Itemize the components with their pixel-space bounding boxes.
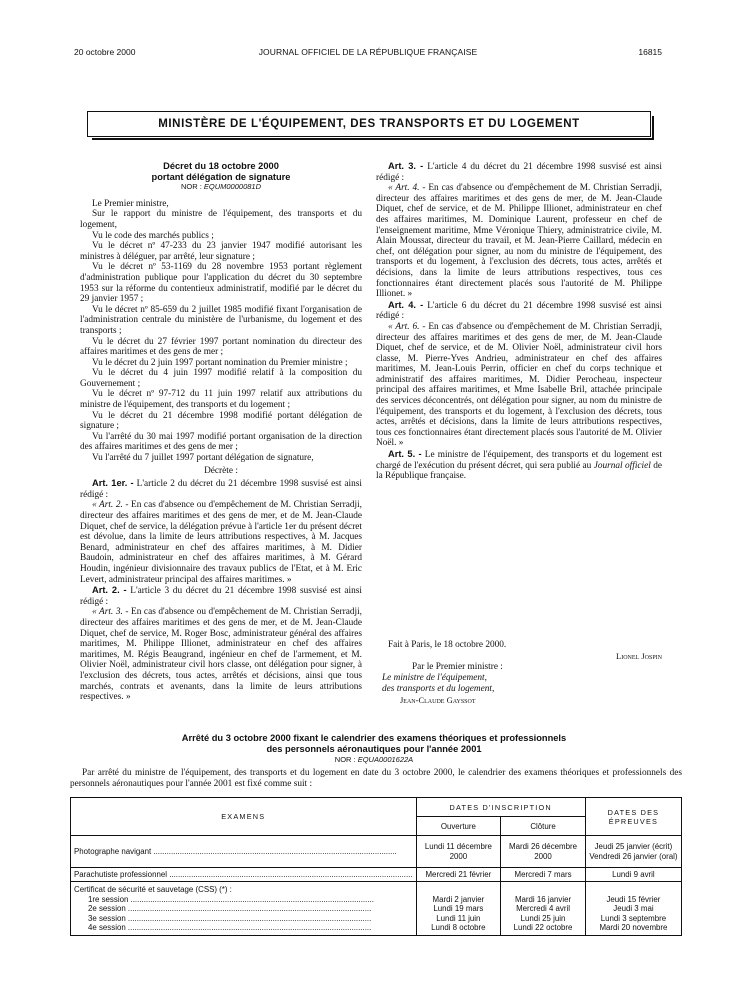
col-header-epreuves: DATES DES ÉPREUVES [585,798,681,836]
article-2 [80,585,362,607]
arrete-title-line2: des personnels aéronautiques pour l'année 2001 [266,744,482,754]
signature-block [376,640,662,706]
minister-title-line1: Le ministre de l'équipement, [382,673,487,683]
table-row [71,868,682,882]
epreuve-date: Mardi 20 novembre [599,923,668,932]
cloture-dates [501,882,586,936]
decree-paragraph: Vu le décret du 27 février 1997 portant nomination du directeur des affaires maritimes et des gens de mer ; [80,336,362,358]
article-3-quote-text: En cas d'absence ou d'empêchement de M. Christian Serradji, directeur des affaires maritimes et des gens de mer, de M. Jean-Claude Diquet, chef de service, et de M. Philippe Illionet, administrateur en chef des affaires maritimes, M. Dominique Laurent, professeur en chef de l'enseignement maritime, Mme Véronique Thiery, administratrice civile, M. Alain Moussat, directeur du travail, et M. Jean-Pierre Caillard, médecin en chef, ont délégation pour signer, au nom du ministre de l'équipement, des transports et du logement, à l'exclusion des décrets, tous actes, arrêtés et décisions, dans la limite de leurs attributions respectives, tous ces fonctionnaires étant directement placés sous l'autorité de M. Philippe Illionet. » [376,183,662,300]
decree-paragraph: Vu le décret nº 97-712 du 11 juin 1997 relatif aux attributions du ministre de l'équipement, des transports et du logement ; [80,389,362,411]
article-4-quote-label: « Art. 6. - [388,321,426,332]
decree-paragraph: Vu l'arrêté du 30 mai 1997 modifié portant organisation de la direction des affaires maritimes et des gens de mer ; [80,431,362,453]
article-1-quote-text: En cas d'absence ou d'empêchement de M. Christian Serradji, directeur des affaires maritimes et des gens de mer, et de M. Jean-Claude Diquet, chef de service, la délégation prévue à l'article 1er du présent décret est dévolue, dans la limite de leurs attributions respectives, à M. Jacques Benard, administrateur en chef des affaires maritimes, à M. Didier Baudoin, administrateur en chef des affaires maritimes, à M. Gérard Houdin, ingénieur divisionnaire des travaux publics de l'Etat, et à M. Eric Levert, administrateur principal des affaires maritimes. » [80,500,362,585]
epreuve-date: Jeudi 3 mai [613,904,654,913]
exam-name [71,882,417,936]
article-3-text: L'article 4 du décret du 21 décembre 1998 susvisé est ainsi rédigé : [376,162,662,183]
article-4-text: L'article 6 du décret du 21 décembre 1998 susvisé est ainsi rédigé : [376,300,662,322]
exam-name-text: Photographe navigant ..... [74,847,413,856]
arrete-title [60,733,688,755]
decree-paragraph: Vu le décret nº 53-1169 du 28 novembre 1953 portant règlement d'administration publique pour l'application du décret du 30 septembre 1953 sur la réforme du contentieux administratif, modifié par le décret du 29 janvier 1957 ; [80,262,362,305]
exam-calendar-table [70,797,682,936]
exam-name [71,836,417,868]
article-5-label: Art. 5. - [388,449,422,460]
article-5 [376,449,662,482]
article-4-quote [376,322,662,449]
exam-name-text: Parachutiste professionnel ..... [74,870,413,879]
signer-minister: Jean-Claude Gayssot [400,695,476,705]
exam-name [71,868,417,882]
cloture-date: Mardi 16 janvier [514,894,572,904]
ouverture-date: Lundi 8 octobre [431,923,486,932]
ministry-title: MINISTÈRE DE L'ÉQUIPEMENT, DES TRANSPORTS ET DU LOGEMENT [158,118,580,130]
cloture-date: Lundi 25 juin [520,913,566,923]
article-5-text-a: Le ministre de l'équipement, des transports et du logement est chargé de l'exécution du présent décret, qui sera publié au [376,450,662,471]
by-prime-minister: Par le Premier ministre : [412,662,503,672]
article-1-quote-label: « Art. 2. - [92,500,129,511]
decree-paragraph: Vu le décret du 21 décembre 1998 modifié portant délégation de signature ; [80,410,362,432]
decree-right-column [376,161,662,482]
epreuves-dates [585,836,681,868]
session-label: 4e session ..... [74,923,413,933]
article-1 [80,478,362,500]
article-1-quote [80,500,362,585]
decree-title-line1: Décret du 18 octobre 2000 [163,161,279,171]
col-header-ouverture: Ouverture [416,817,501,836]
arrete-title-line1: Arrêté du 3 octobre 2000 fixant le calendrier des examens théoriques et professionnels [181,733,567,743]
decree-paragraph: Sur le rapport du ministre de l'équipement, des transports et du logement, [80,209,362,230]
table-row [71,836,682,868]
decree-paragraph: Vu le décret du 2 juin 1997 portant nomination du Premier ministre ; [92,357,348,368]
signer-prime-minister: Lionel Jospin [616,651,662,661]
article-2-label: Art. 2. - [92,585,127,596]
article-4-label: Art. 4. - [388,299,424,310]
article-4-quote-text: En cas d'absence ou d'empêchement de M. Christian Serradji, directeur des affaires maritimes et des gens de mer, de M. Jean-Claude Diquet, chef de service, et de M. Olivier Noël, administrateur civil hors classe, M. Pierre-Yves Andrieu, administrateur en chef des affaires maritimes, M. Jean-Louis Perrin, officier en chef du corps technique et administratif des affaires maritimes, M. Didier Perocheau, inspecteur principal des affaires maritimes, et Mme Isabelle Bril, attachée principale des services déconcentrés, ont délégation pour signer, au nom du ministre de l'équipement, des transports et du logement, à l'exclusion des décrets, tous actes, arrêtés et décisions, dans la limite de leurs attributions respectives, tous ces fonctionnaires étant directement placés sous l'autorité de M. Olivier Noël. » [376,321,662,449]
decree-paragraph: Vu le code des marchés publics ; [92,230,214,241]
header-date: 20 octobre 2000 [74,47,136,57]
decree-paragraph: Vu l'arrêté du 7 juillet 1997 portant délégation de signature, [92,453,314,464]
cloture-date: Mercredi 7 mars [501,868,586,882]
epreuve-date: Jeudi 25 janvier (écrit) [594,842,673,851]
decree-paragraph: Vu le décret du 4 juin 1997 modifié relatif à la composition du Gouvernement ; [80,368,362,389]
article-2-text: L'article 3 du décret du 21 décembre 1998 susvisé est ainsi rédigé : [80,586,362,607]
journal-title: JOURNAL OFFICIEL DE LA RÉPUBLIQUE FRANÇAISE [258,47,478,57]
cloture-date: Mercredi 4 avril [516,904,570,913]
cloture-date: Lundi 22 octobre [513,923,573,932]
col-header-examens: EXAMENS [71,798,417,836]
minister-title-line2: des transports et du logement, [382,684,495,694]
article-5-text-b: de la République française. [376,460,663,482]
place-date: Fait à Paris, le 18 octobre 2000. [388,640,507,650]
epreuves-dates [585,882,681,936]
table-row [71,882,682,936]
page-header [74,47,662,61]
epreuves-dates: Lundi 9 avril [585,868,681,882]
ouverture-dates [416,882,501,936]
article-3-quote [376,183,662,300]
arrete-intro: Par arrêté du ministre de l'équipement, des transports et du logement en date du 3 octobre 2000, le calendrier des examens théoriques et professionnels des personnels aéronautiques pour l'année 2001 est fixé comme suit : [70,768,682,789]
ministry-box [87,111,651,137]
journal-officiel-ref: Journal officiel [593,460,651,471]
decrete-heading: Décrète : [204,465,238,476]
cloture-date: Mardi 26 décembre 2000 [501,836,586,868]
col-header-inscription: DATES D'INSCRIPTION [416,798,585,817]
col-header-cloture: Clôture [501,817,586,836]
decree-left-column [80,161,362,703]
cert-name: Certificat de sécurité et sauvetage (CSS) (*) : [74,885,232,894]
ouverture-date: Lundi 11 décembre 2000 [416,836,501,868]
decree-nor-code: EQUM0000081D [203,182,262,192]
ouverture-date: Mardi 2 janvier [432,894,485,904]
epreuve-date: Vendredi 26 janvier (oral) [589,851,678,861]
ouverture-date: Mercredi 21 février [416,868,501,882]
decree-nor-label: NOR : [180,182,204,192]
article-3-label: Art. 3. - [388,161,424,171]
epreuve-date: Jeudi 15 février [606,894,661,904]
ouverture-date: Lundi 19 mars [433,904,484,913]
session-label: 3e session ..... [74,914,413,924]
article-2-quote [80,607,362,702]
article-3-quote-label: « Art. 4. - [388,183,426,194]
session-label: 1re session ..... [74,895,413,905]
article-1-label: Art. 1er. - [92,478,134,489]
session-label: 2e session ..... [74,904,413,914]
decree-title-line2: portant délégation de signature [151,171,291,182]
page-number: 16815 [638,47,662,57]
article-4 [376,300,662,322]
decree-paragraph: Le Premier ministre, [92,198,169,209]
arrete-nor [60,755,688,764]
article-3 [376,161,662,183]
epreuve-date: Lundi 3 septembre [600,913,667,923]
decree-paragraph: Vu le décret nº 85-659 du 2 juillet 1985 modifié fixant l'organisation de l'administration centrale du ministère de l'urbanisme, du logement et des transports ; [80,304,362,336]
article-2-quote-label: « Art. 3. - [92,607,129,618]
arrete-nor-code: EQUA0001622A [357,755,414,764]
article-2-quote-text: En cas d'absence ou d'empêchement de M. Christian Serradji, directeur des affaires maritimes et des gens de mer, et de M. Jean-Claude Diquet, chef de service, M. Roger Bosc, administrateur général des affaires maritimes, M. Philippe Illionet, administrateur en chef des affaires maritimes, M. Régis Beaugrand, ingénieur en chef de l'armement, et M. Olivier Noël, administrateur civil hors classe, ont délégation pour signer, à l'exclusion des décrets, tous actes, arrêtés et décisions, ainsi que tous marchés, contrats et avenants, dans la limite de leurs attributions respectives. » [80,607,362,703]
ouverture-date: Lundi 11 juin [436,913,481,923]
decree-nor [80,182,362,193]
article-1-text: L'article 2 du décret du 21 décembre 1998 susvisé est ainsi rédigé : [80,479,362,500]
arrete-nor-label: NOR : [334,755,358,764]
decree-paragraph: Vu le décret nº 47-233 du 23 janvier 1947 modifié autorisant les ministres à déléguer, par arrêté, leur signature ; [80,241,362,262]
